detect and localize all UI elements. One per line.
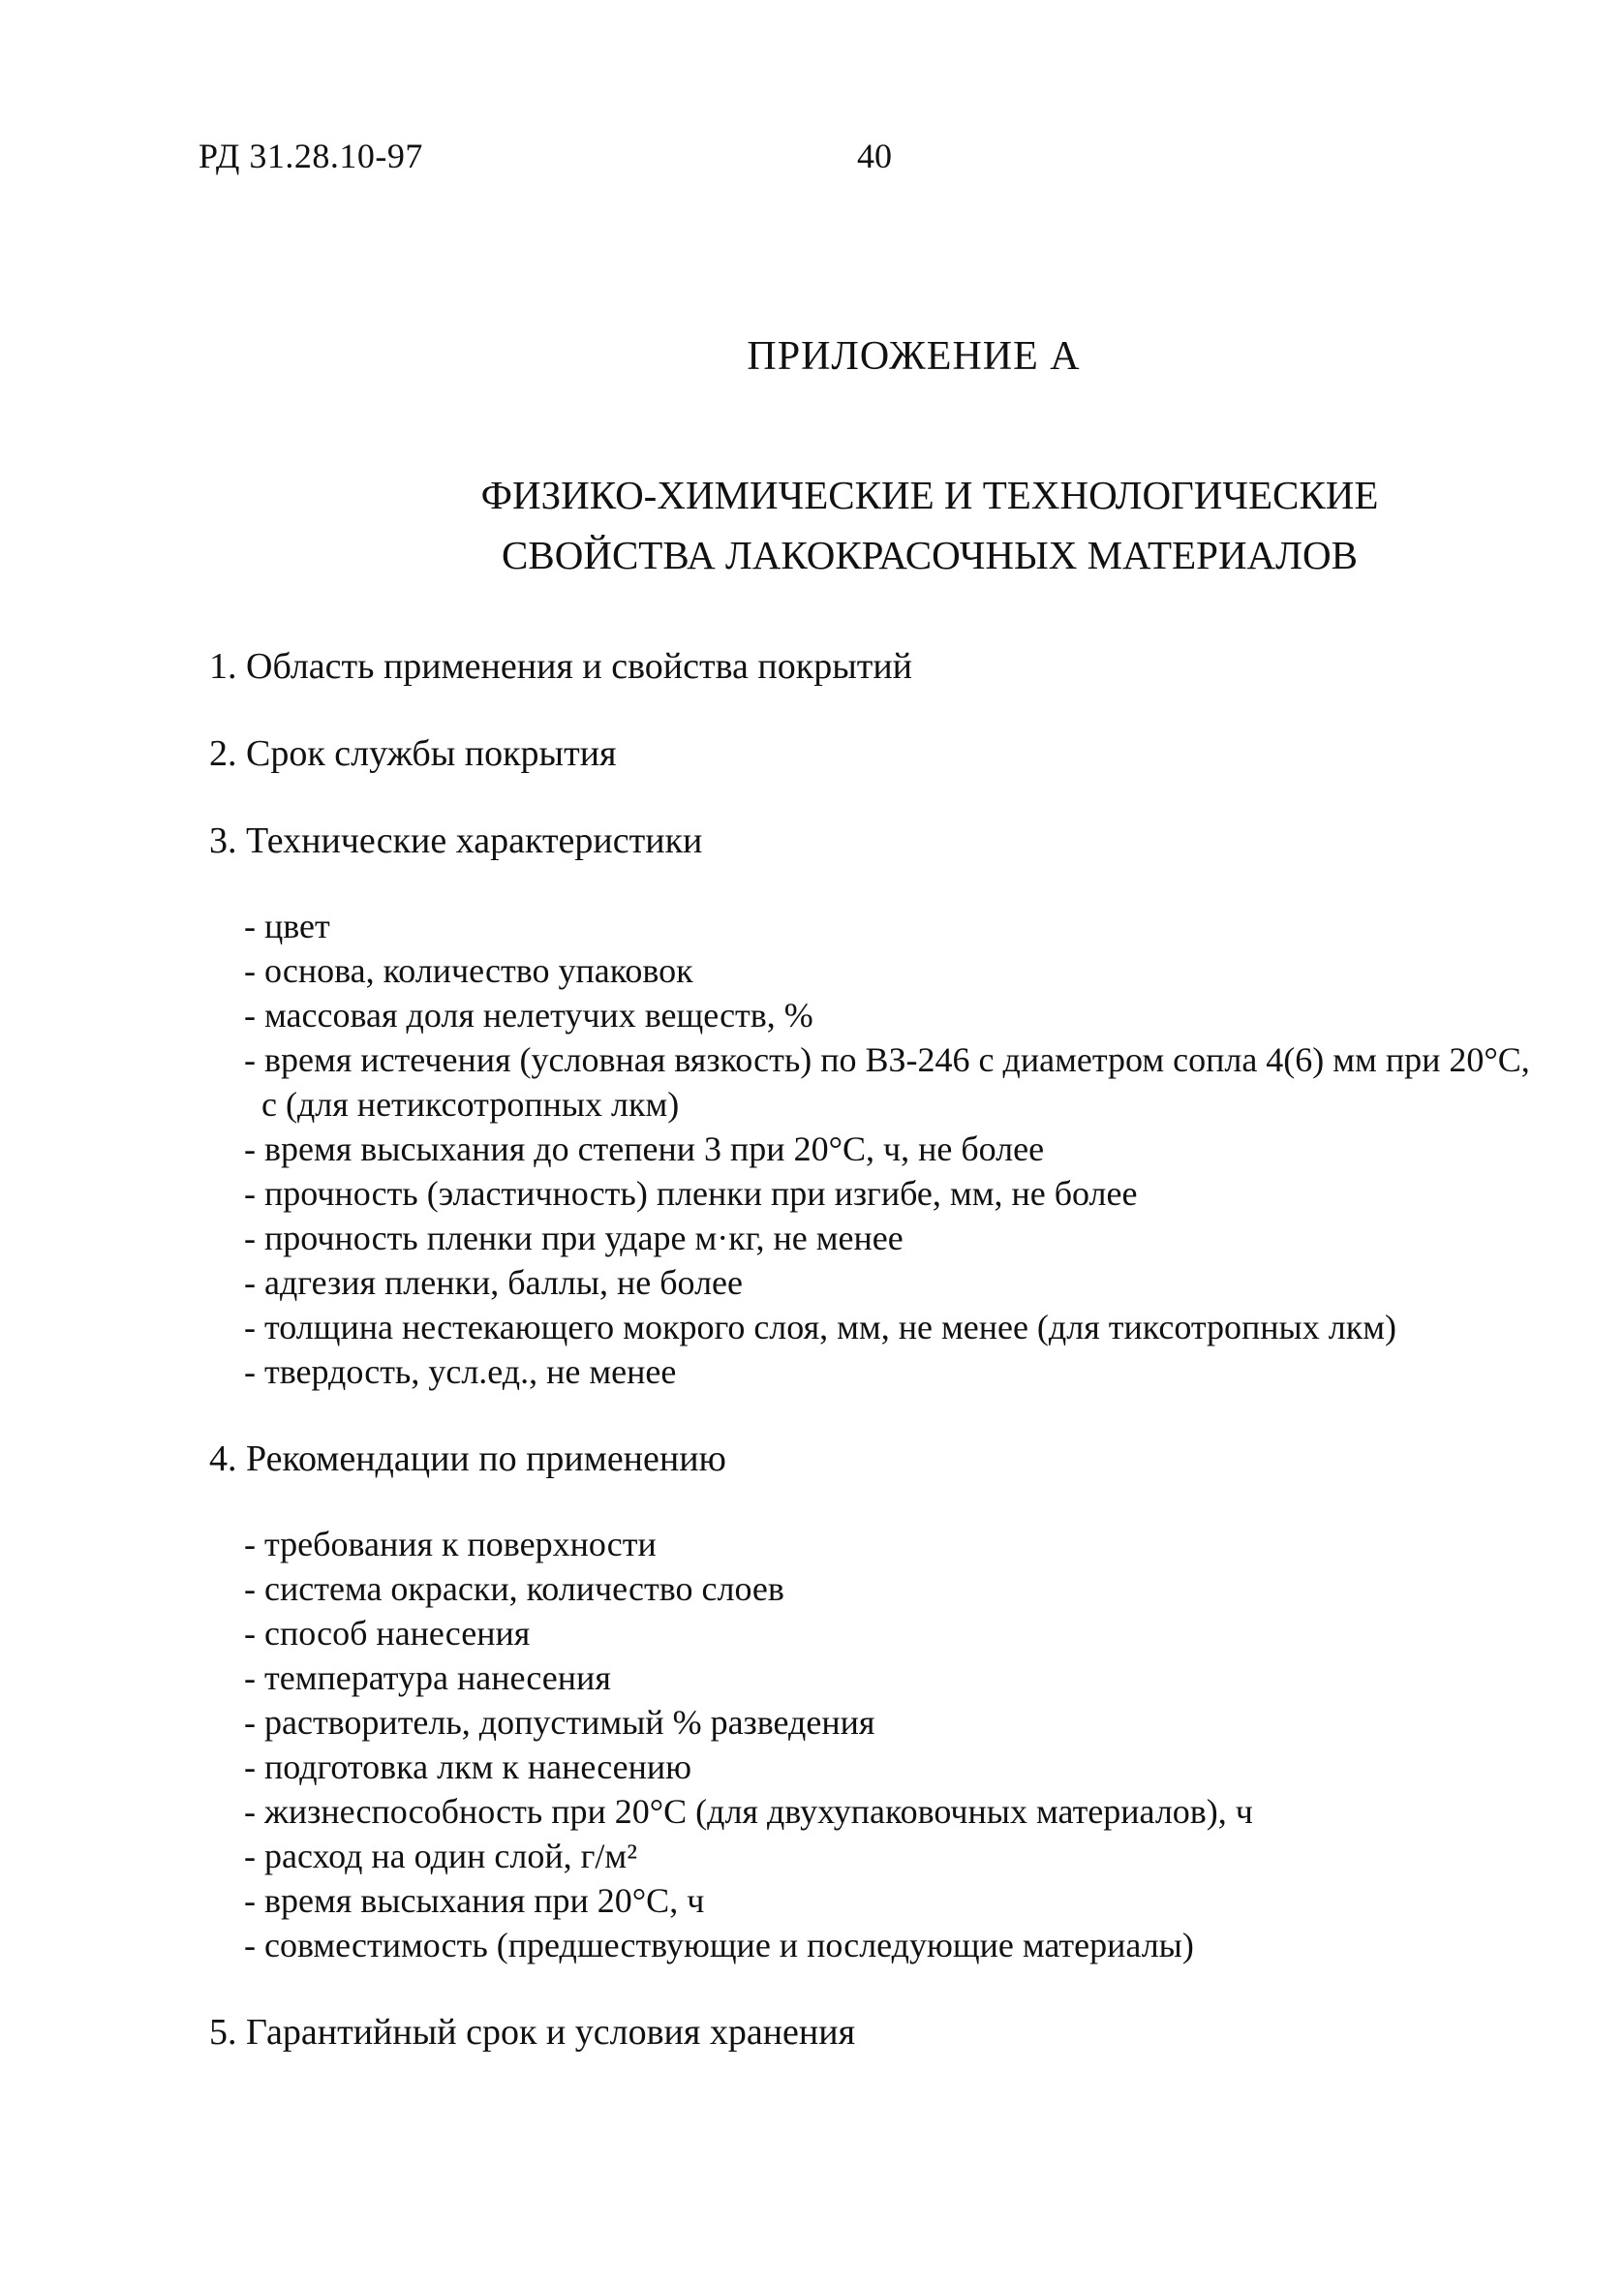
application-recommendations-list [244, 1522, 1526, 1967]
list-item: - время высыхания до степени 3 при 20°С, ч, не более [244, 1129, 1045, 1168]
document-code: РД 31.28.10-97 [199, 137, 423, 175]
list-item: - твердость, усл.ед., не менее [244, 1352, 677, 1391]
section-heading-1: 1. Область применения и свойства покрытий [209, 646, 913, 687]
list-item: - жизнеспособность при 20°С (для двухупаковочных материалов), ч [244, 1792, 1253, 1831]
appendix-title: ПРИЛОЖЕНИЕ А [747, 334, 1081, 379]
list-item: - толщина нестекающего мокрого слоя, мм, не менее (для тиксотропных лкм) [244, 1308, 1396, 1346]
list-item: - время высыхания при 20°С, ч [244, 1881, 705, 1920]
section-heading-4: 4. Рекомендации по применению [209, 1438, 726, 1479]
running-header [199, 132, 973, 180]
section-heading-5: 5. Гарантийный срок и условия хранения [209, 2012, 856, 2053]
main-heading-line-1: ФИЗИКО-ХИМИЧЕСКИЕ И ТЕХНОЛОГИЧЕСКИЕ [480, 473, 1379, 517]
list-item: - расход на один слой, г/м² [244, 1837, 637, 1875]
list-item: - требования к поверхности [244, 1525, 657, 1563]
list-item: - система окраски, количество слоев [244, 1569, 784, 1608]
list-item: - прочность (эластичность) пленки при изгибе, мм, не более [244, 1174, 1138, 1213]
page-number: 40 [857, 137, 892, 175]
list-item: - подготовка лкм к нанесению [244, 1747, 692, 1786]
list-item: - совместимость (предшествующие и последующие материалы) [244, 1926, 1194, 1964]
list-item: - прочность пленки при ударе м·кг, не менее [244, 1219, 904, 1257]
list-item: - температура нанесения [244, 1658, 611, 1697]
main-heading [387, 465, 1472, 585]
list-item: - цвет [244, 907, 330, 945]
main-heading-line-2: СВОЙСТВА ЛАКОКРАСОЧНЫХ МАТЕРИАЛОВ [502, 533, 1358, 577]
list-item: - массовая доля нелетучих веществ, % [244, 996, 813, 1035]
list-item: - адгезия пленки, баллы, не более [244, 1263, 744, 1302]
document-body [209, 644, 1530, 2055]
list-item: - основа, количество упаковок [244, 951, 693, 990]
technical-characteristics-list [244, 904, 1530, 1394]
section-heading-2: 2. Срок службы покрытия [209, 733, 617, 774]
section-heading-3: 3. Технические характеристики [209, 820, 703, 861]
list-item: - время истечения (условная вязкость) по ВЗ-246 с диаметром сопла 4(6) мм при 20°С, с (для нетиксотропных лкм) [244, 1040, 1530, 1124]
list-item: - способ нанесения [244, 1614, 531, 1653]
list-item: - растворитель, допустимый % разведения [244, 1703, 875, 1742]
